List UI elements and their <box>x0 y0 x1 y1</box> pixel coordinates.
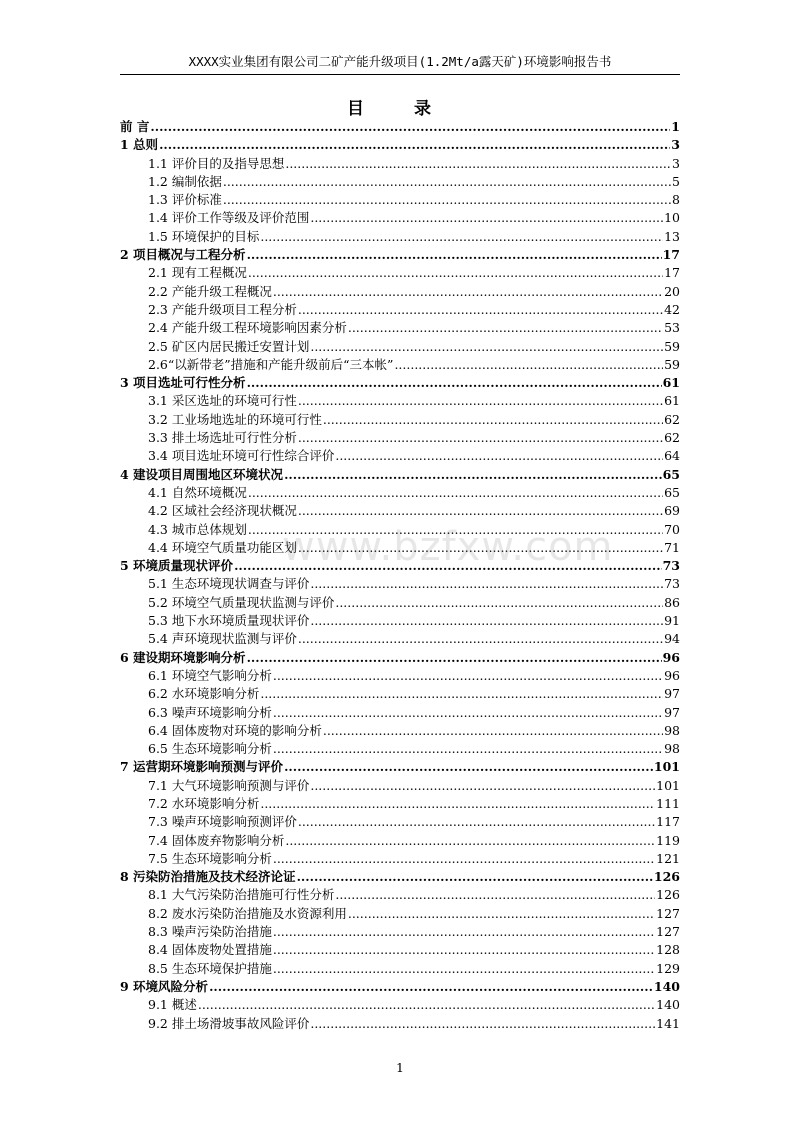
toc-dot-leader <box>298 301 663 319</box>
toc-entry-text: 3.3 排土场选址可行性分析 <box>148 430 297 446</box>
toc-entry-page: 98 <box>664 722 680 738</box>
toc-dot-leader <box>310 1015 655 1033</box>
toc-entry-page: 17 <box>664 265 680 281</box>
toc-entry-page: 91 <box>664 613 680 629</box>
toc-entry-page: 70 <box>664 521 680 537</box>
toc-entry-text: 2 项目概况与工程分析 <box>120 247 246 263</box>
toc-chapter-entry[interactable] <box>120 649 680 667</box>
toc-section-entry[interactable] <box>120 502 680 520</box>
toc-entry-text: 1.1 评价目的及指导思想 <box>148 155 285 171</box>
toc-dot-leader <box>198 996 655 1014</box>
toc-dot-leader <box>260 228 663 246</box>
toc-dot-leader <box>260 795 655 813</box>
toc-entry-page: 59 <box>664 356 680 372</box>
toc-section-entry[interactable] <box>120 685 680 703</box>
toc-dot-leader <box>298 539 663 557</box>
toc-entry-text: 4.1 自然环境概况 <box>148 484 247 500</box>
toc-section-entry[interactable] <box>120 722 680 740</box>
toc-section-entry[interactable] <box>120 209 680 227</box>
toc-entry-page: 3 <box>671 137 680 153</box>
toc-dot-leader <box>323 722 663 740</box>
toc-entry-text: 8.2 废水污染防治措施及水资源利用 <box>148 905 347 921</box>
toc-entry-text: 8.1 大气污染防治措施可行性分析 <box>148 887 335 903</box>
toc-entry-text: 7.3 噪声环境影响预测评价 <box>148 814 297 830</box>
toc-entry-page: 98 <box>664 741 680 757</box>
toc-entry-page: 140 <box>653 978 680 994</box>
toc-chapter-entry[interactable] <box>120 758 680 776</box>
toc-entry-page: 73 <box>664 576 680 592</box>
toc-entry-page: 97 <box>664 686 680 702</box>
toc-dot-leader <box>310 209 663 227</box>
toc-section-entry[interactable] <box>120 283 680 301</box>
toc-entry-text: 4.2 区域社会经济现状概况 <box>148 503 297 519</box>
toc-dot-leader <box>298 813 655 831</box>
toc-entry-page: 86 <box>664 594 680 610</box>
toc-section-entry[interactable] <box>120 155 680 173</box>
toc-dot-leader <box>348 905 655 923</box>
toc-section-entry[interactable] <box>120 923 680 941</box>
toc-entry-text: 8.4 固体废物处置措施 <box>148 942 272 958</box>
toc-section-entry[interactable] <box>120 319 680 337</box>
toc-dot-leader <box>348 319 663 337</box>
toc-dot-leader <box>335 594 663 612</box>
toc-entry-text: 6.1 环境空气影响分析 <box>148 667 272 683</box>
toc-section-entry[interactable] <box>120 392 680 410</box>
toc-entry-text: 6.4 固体废物对环境的影响分析 <box>148 722 322 738</box>
toc-dot-leader <box>273 667 663 685</box>
toc-entry-page: 65 <box>664 484 680 500</box>
toc-entry-page: 141 <box>656 1015 680 1031</box>
toc-section-entry[interactable] <box>120 301 680 319</box>
toc-entry-text: 4 建设项目周围地区环境状况 <box>120 466 284 482</box>
toc-entry-page: 127 <box>656 924 680 940</box>
toc-entry-text: 3.1 采区选址的环境可行性 <box>148 393 297 409</box>
toc-entry-page: 62 <box>664 411 680 427</box>
toc-section-entry[interactable] <box>120 777 680 795</box>
toc-entry-text: 5.4 声环境现状监测与评价 <box>148 631 297 647</box>
toc-entry-page: 53 <box>664 320 680 336</box>
toc-chapter-entry[interactable] <box>120 557 680 575</box>
toc-dot-leader <box>310 338 663 356</box>
toc-dot-leader <box>284 758 653 776</box>
toc-entry-text: 1.5 环境保护的目标 <box>148 228 260 244</box>
toc-entry-text: 3.4 项目选址环境可行性综合评价 <box>148 448 335 464</box>
toc-dot-leader <box>150 118 670 136</box>
toc-dot-leader <box>247 246 662 264</box>
toc-dot-leader <box>335 886 655 904</box>
toc-entry-page: 13 <box>664 228 680 244</box>
toc-entry-text: 2.2 产能升级工程概况 <box>148 283 272 299</box>
header-rule <box>120 74 680 75</box>
toc-entry-page: 129 <box>656 960 680 976</box>
toc-section-entry[interactable] <box>120 521 680 539</box>
toc-entry-page: 61 <box>664 393 680 409</box>
toc-section-entry[interactable] <box>120 594 680 612</box>
toc-entry-text: 4.4 环境空气质量功能区划 <box>148 539 297 555</box>
toc-entry-page: 61 <box>662 375 680 391</box>
toc-dot-leader <box>159 136 670 154</box>
toc-entry-text: 前 言 <box>120 119 150 134</box>
toc-dot-leader <box>297 868 653 886</box>
toc-entry-page: 64 <box>664 448 680 464</box>
page-number: 1 <box>396 1060 404 1075</box>
toc-entry-text: 2.6“以新带老”措施和产能升级前后“三本帐” <box>148 356 394 372</box>
toc-dot-leader <box>285 832 655 850</box>
toc-entry-text: 7.1 大气环境影响预测与评价 <box>148 777 310 793</box>
toc-section-entry[interactable] <box>120 996 680 1014</box>
toc-dot-leader <box>247 649 662 667</box>
toc-dot-leader <box>394 356 663 374</box>
toc-entry-text: 6 建设期环境影响分析 <box>120 649 246 665</box>
document-header: XXXX实业集团有限公司二矿产能升级项目(1.2Mt/a露天矿)环境影响报告书 <box>188 54 612 69</box>
toc-dot-leader <box>260 685 663 703</box>
toc-entry-page: 121 <box>656 850 680 866</box>
toc-entry-text: 2.5 矿区内居民搬迁安置计划 <box>148 338 310 354</box>
toc-section-entry[interactable] <box>120 264 680 282</box>
toc-entry-page: 128 <box>656 942 680 958</box>
toc-entry-page: 62 <box>664 430 680 446</box>
toc-entry-page: 96 <box>662 649 680 665</box>
toc-section-entry[interactable] <box>120 575 680 593</box>
toc-section-entry[interactable] <box>120 630 680 648</box>
toc-section-entry[interactable] <box>120 173 680 191</box>
toc-dot-leader <box>310 575 663 593</box>
toc-entry-page: 10 <box>664 210 680 226</box>
toc-entry-page: 8 <box>672 192 680 208</box>
toc-dot-leader <box>273 850 655 868</box>
toc-chapter-entry[interactable] <box>120 118 680 136</box>
toc-section-entry[interactable] <box>120 740 680 758</box>
toc-section-entry[interactable] <box>120 1015 680 1033</box>
toc-entry-text: 6.2 水环境影响分析 <box>148 686 260 702</box>
toc-dot-leader <box>273 740 663 758</box>
toc-chapter-entry[interactable] <box>120 978 680 996</box>
toc-dot-leader <box>248 264 663 282</box>
toc-entry-text: 1.2 编制依据 <box>148 173 222 189</box>
toc-entry-text: 2.1 现有工程概况 <box>148 265 247 281</box>
toc-entry-text: 5 环境质量现状评价 <box>120 558 234 574</box>
toc-entry-text: 2.4 产能升级工程环境影响因素分析 <box>148 320 347 336</box>
toc-section-entry[interactable] <box>120 429 680 447</box>
toc-entry-text: 5.1 生态环境现状调查与评价 <box>148 576 310 592</box>
toc-dot-leader <box>223 173 671 191</box>
toc-section-entry[interactable] <box>120 813 680 831</box>
toc-dot-leader <box>273 704 663 722</box>
toc-entry-text: 7.5 生态环境影响分析 <box>148 850 272 866</box>
toc-dot-leader <box>323 411 663 429</box>
toc-entry-page: 20 <box>664 283 680 299</box>
toc-dot-leader <box>298 392 663 410</box>
toc-entry-text: 1 总则 <box>120 137 159 153</box>
toc-entry-text: 1.4 评价工作等级及评价范围 <box>148 210 310 226</box>
toc-entry-text: 8.5 生态环境保护措施 <box>148 960 272 976</box>
toc-entry-page: 101 <box>653 759 680 775</box>
toc-entry-page: 111 <box>656 795 680 811</box>
toc-entry-page: 119 <box>656 832 680 848</box>
toc-entry-page: 17 <box>662 247 680 263</box>
toc-entry-page: 5 <box>672 173 680 189</box>
toc-entry-text: 3 项目选址可行性分析 <box>120 375 246 391</box>
toc-section-entry[interactable] <box>120 484 680 502</box>
toc-entry-page: 71 <box>664 539 680 555</box>
toc-dot-leader <box>335 447 663 465</box>
toc-section-entry[interactable] <box>120 411 680 429</box>
toc-entry-page: 69 <box>664 503 680 519</box>
toc-title: 目 录 <box>347 99 453 119</box>
toc-dot-leader <box>223 191 671 209</box>
toc-dot-leader <box>284 466 662 484</box>
toc-dot-leader <box>273 941 655 959</box>
toc-section-entry[interactable] <box>120 886 680 904</box>
toc-section-entry[interactable] <box>120 612 680 630</box>
toc-entry-page: 94 <box>664 631 680 647</box>
toc-entry-page: 65 <box>662 466 680 482</box>
toc-entry-text: 2.3 产能升级项目工程分析 <box>148 301 297 317</box>
toc-entry-page: 126 <box>653 869 680 885</box>
toc-dot-leader <box>248 521 663 539</box>
toc-entry-text: 7.4 固体废弃物影响分析 <box>148 832 285 848</box>
toc-entry-page: 42 <box>664 301 680 317</box>
toc-entry-text: 6.5 生态环境影响分析 <box>148 741 272 757</box>
toc-entry-text: 8 污染防治措施及技术经济论证 <box>120 869 296 885</box>
toc-section-entry[interactable] <box>120 667 680 685</box>
toc-dot-leader <box>234 557 662 575</box>
toc-dot-leader <box>209 978 653 996</box>
toc-entry-page: 96 <box>664 667 680 683</box>
toc-section-entry[interactable] <box>120 941 680 959</box>
watermark: www.bzfxw.com <box>282 524 614 570</box>
toc-entry-text: 7 运营期环境影响预测与评价 <box>120 759 284 775</box>
toc-chapter-entry[interactable] <box>120 136 680 154</box>
toc-entry-text: 6.3 噪声环境影响分析 <box>148 704 272 720</box>
toc-dot-leader <box>298 502 663 520</box>
toc-entry-text: 8.3 噪声污染防治措施 <box>148 924 272 940</box>
table-of-contents <box>120 118 680 1033</box>
toc-section-entry[interactable] <box>120 191 680 209</box>
toc-section-entry[interactable] <box>120 447 680 465</box>
toc-dot-leader <box>298 630 663 648</box>
toc-section-entry[interactable] <box>120 704 680 722</box>
toc-chapter-entry[interactable] <box>120 374 680 392</box>
toc-entry-page: 1 <box>671 119 680 134</box>
toc-section-entry[interactable] <box>120 905 680 923</box>
toc-chapter-entry[interactable] <box>120 868 680 886</box>
toc-entry-text: 5.3 地下水环境质量现状评价 <box>148 613 310 629</box>
toc-entry-page: 73 <box>662 558 680 574</box>
toc-dot-leader <box>273 960 655 978</box>
toc-dot-leader <box>310 612 663 630</box>
toc-entry-text: 3.2 工业场地选址的环境可行性 <box>148 411 322 427</box>
toc-entry-page: 117 <box>656 814 680 830</box>
toc-chapter-entry[interactable] <box>120 246 680 264</box>
toc-section-entry[interactable] <box>120 338 680 356</box>
toc-dot-leader <box>310 777 655 795</box>
toc-entry-text: 9 环境风险分析 <box>120 978 209 994</box>
toc-section-entry[interactable] <box>120 795 680 813</box>
toc-dot-leader <box>298 429 663 447</box>
toc-dot-leader <box>285 155 671 173</box>
toc-entry-page: 59 <box>664 338 680 354</box>
toc-entry-text: 9.1 概述 <box>148 997 197 1013</box>
toc-entry-page: 101 <box>656 777 680 793</box>
toc-dot-leader <box>273 283 663 301</box>
toc-entry-text: 1.3 评价标准 <box>148 192 222 208</box>
toc-entry-text: 5.2 环境空气质量现状监测与评价 <box>148 594 335 610</box>
toc-section-entry[interactable] <box>120 960 680 978</box>
toc-entry-page: 97 <box>664 704 680 720</box>
toc-dot-leader <box>247 374 662 392</box>
toc-chapter-entry[interactable] <box>120 466 680 484</box>
toc-entry-text: 9.2 排土场滑坡事故风险评价 <box>148 1015 310 1031</box>
toc-section-entry[interactable] <box>120 356 680 374</box>
toc-entry-page: 127 <box>656 905 680 921</box>
toc-entry-page: 140 <box>656 997 680 1013</box>
toc-section-entry[interactable] <box>120 539 680 557</box>
toc-entry-page: 126 <box>656 887 680 903</box>
toc-section-entry[interactable] <box>120 832 680 850</box>
toc-dot-leader <box>248 484 663 502</box>
toc-section-entry[interactable] <box>120 850 680 868</box>
toc-entry-text: 7.2 水环境影响分析 <box>148 795 260 811</box>
toc-section-entry[interactable] <box>120 228 680 246</box>
toc-dot-leader <box>273 923 655 941</box>
toc-entry-text: 4.3 城市总体规划 <box>148 521 247 537</box>
toc-entry-page: 3 <box>672 155 680 171</box>
